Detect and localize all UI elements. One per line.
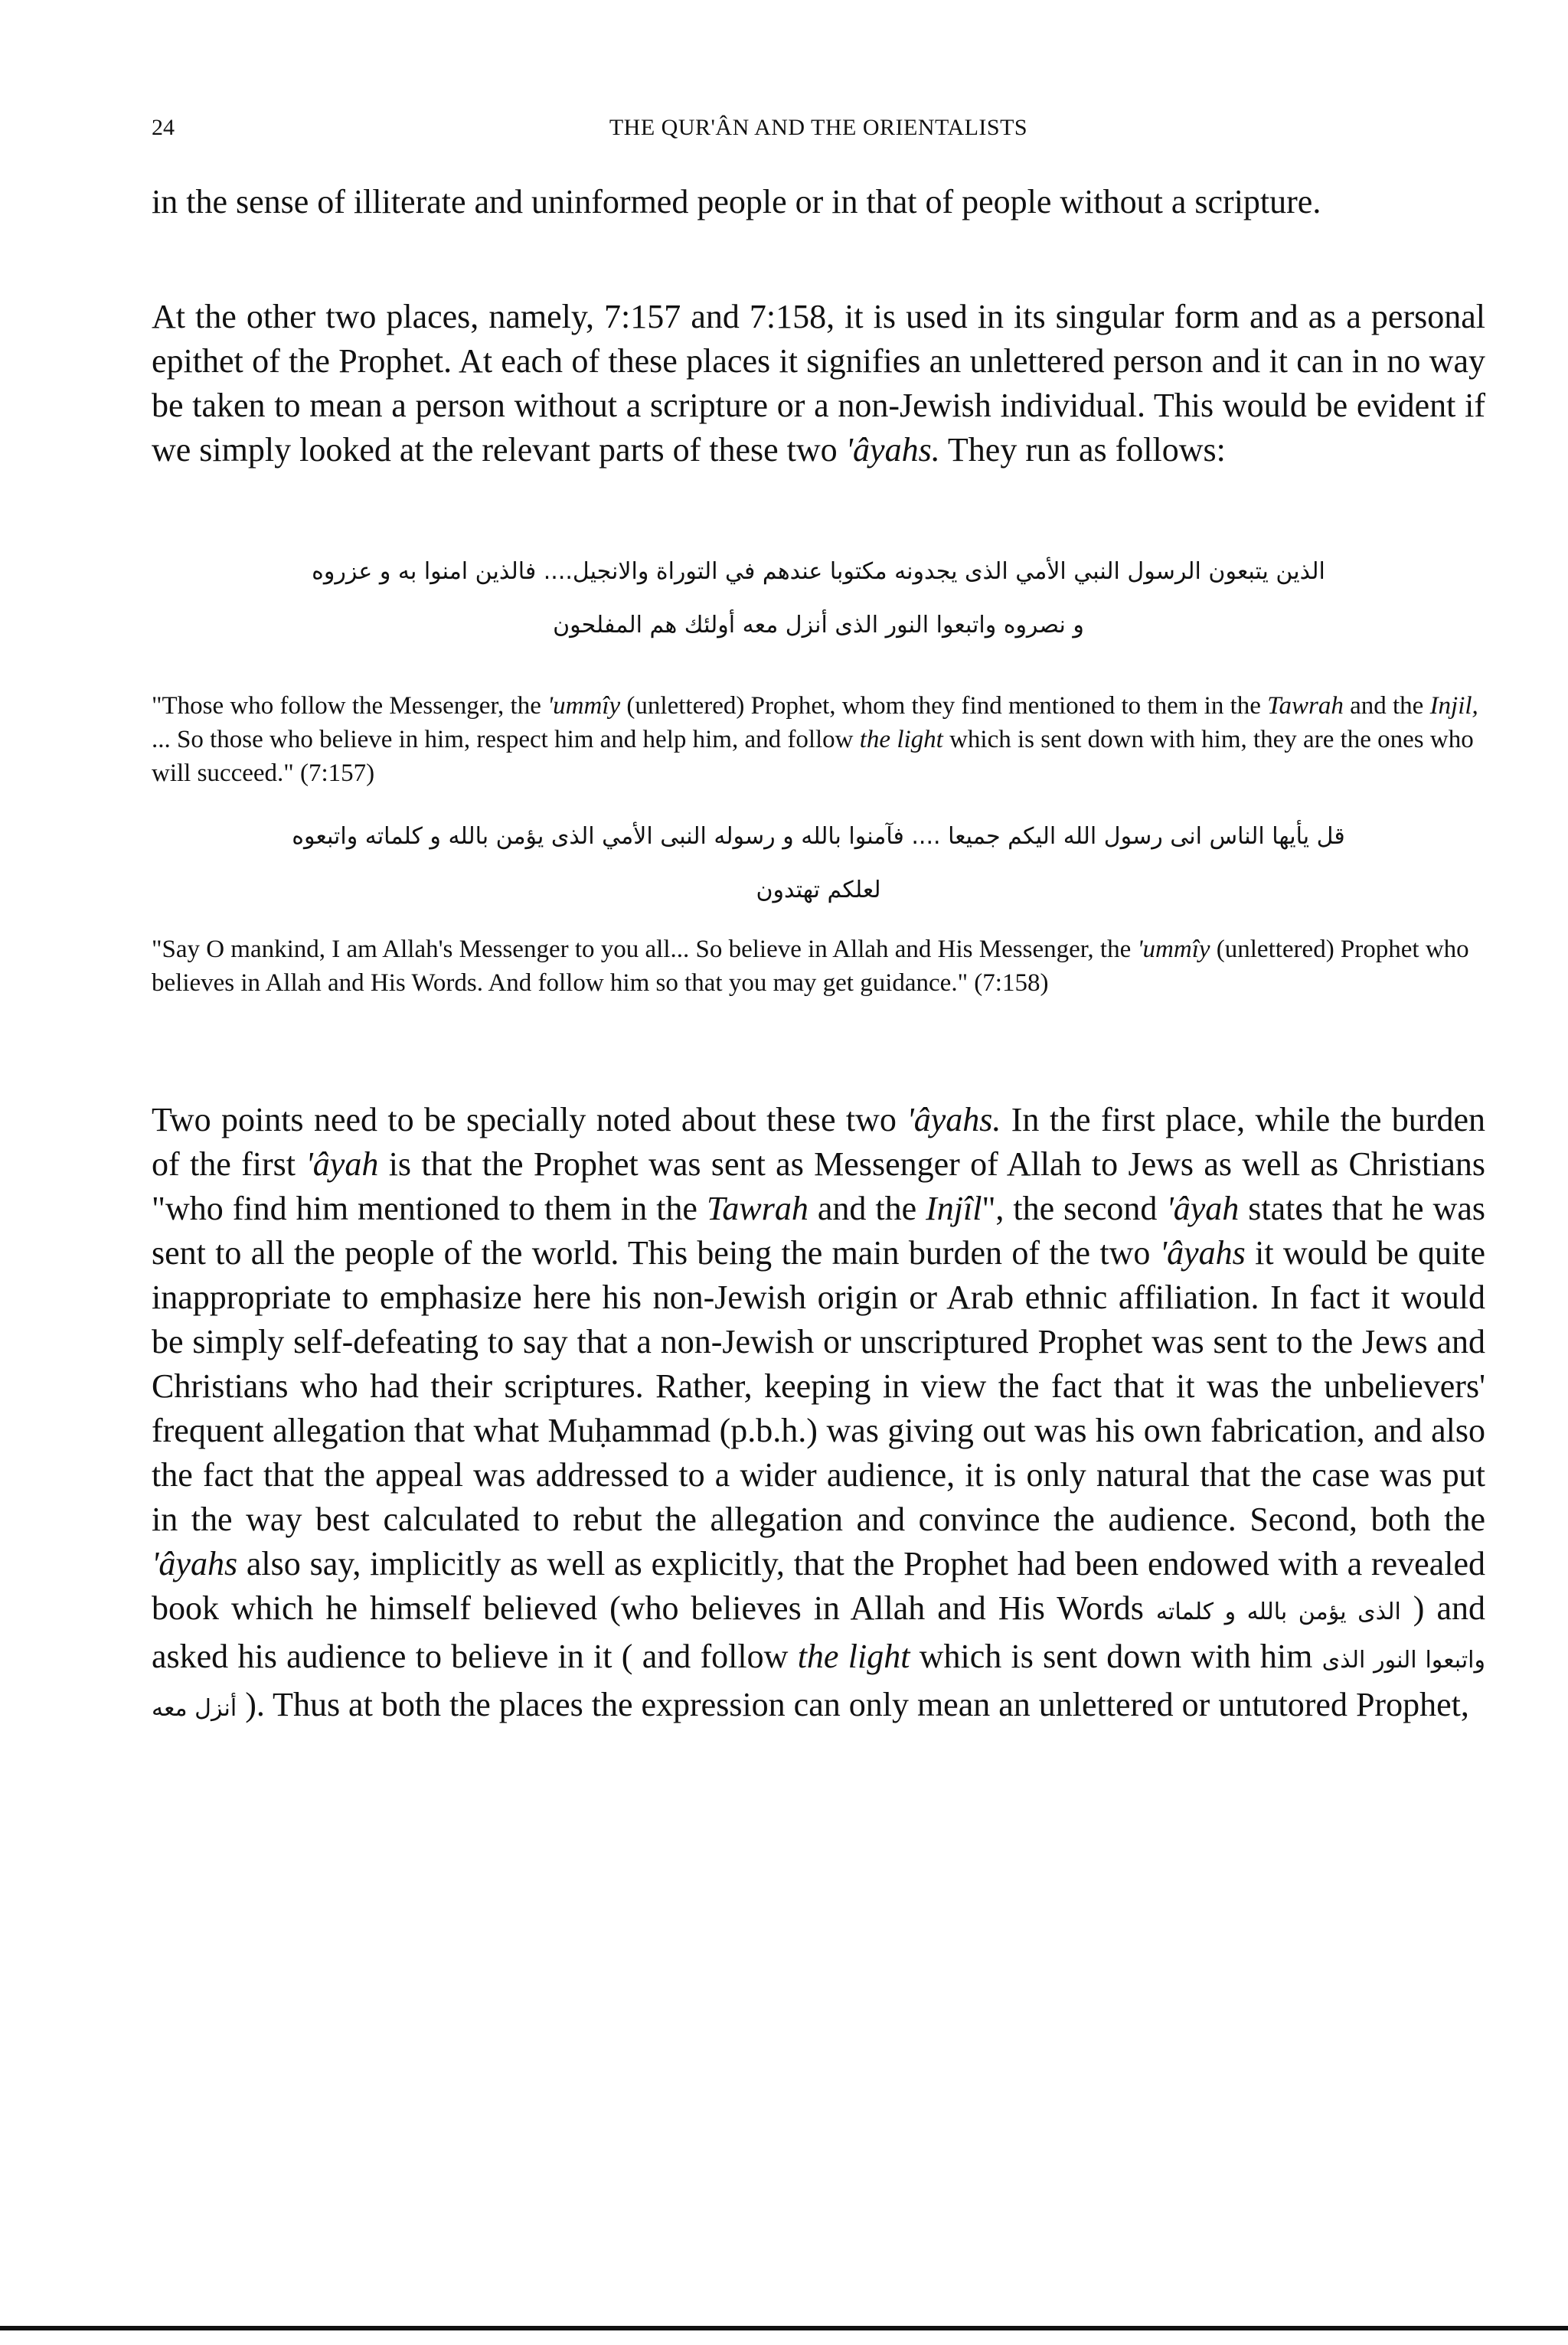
italic-term: 'âyahs. xyxy=(845,431,940,469)
italic-term: 'âyahs. xyxy=(906,1101,1001,1138)
paragraph-text: and the xyxy=(808,1190,926,1227)
arabic-verse-7-158 xyxy=(152,810,1485,917)
paragraph-text: ) and asked his audience to believe in it ( and follow xyxy=(152,1589,1485,1675)
italic-term: Tawrah xyxy=(706,1190,808,1227)
quote-text: and the xyxy=(1343,692,1430,720)
italic-term: the light xyxy=(797,1638,910,1675)
page-number: 24 xyxy=(152,115,175,140)
arabic-line: و نصروه واتبعوا النور الذى أنزل معه أولئك هم المفلحون xyxy=(553,612,1084,639)
italic-term: Injîl xyxy=(926,1190,982,1227)
paragraph-text: states that he was sent to all the people of the world. This being the main burden of the two xyxy=(152,1190,1485,1272)
arabic-line: الذين يتبعون الرسول النبي الأمي الذى يجدونه مكتوبا عندهم في التوراة والانجيل.... فالذين امنوا به و عزروه xyxy=(312,558,1325,585)
running-head: THE QUR'ÂN AND THE ORIENTALISTS xyxy=(609,115,1028,140)
paragraph-text: which is sent down with him xyxy=(910,1638,1322,1675)
quote-text: "Those who follow the Messenger, the xyxy=(152,692,548,720)
italic-term: Tawrah xyxy=(1267,692,1344,720)
italic-term: 'âyahs xyxy=(152,1545,238,1582)
paragraph-text: ", the second xyxy=(982,1190,1167,1227)
paragraph-text: Two points need to be specially noted about these two xyxy=(152,1101,907,1138)
italic-term: 'ummîy xyxy=(1137,936,1210,963)
paragraph-two-ayahs xyxy=(152,295,1485,472)
page-header xyxy=(152,115,1485,153)
quote-text: (unlettered) Prophet, whom they find mentioned to them in the xyxy=(620,692,1268,720)
paragraph-text: ). Thus at both the places the expression can only mean an unlettered or untutored Prophet, xyxy=(237,1686,1469,1723)
quote-text: "Say O mankind, I am Allah's Messenger to you all... So believe in Allah and His Messenger, the xyxy=(152,936,1138,963)
arabic-verse-7-157 xyxy=(152,545,1485,652)
arabic-line: قل يأيها الناس انى رسول الله اليكم جميعا .... فآمنوا بالله و رسوله النبى الأمي الذى يؤمن بالله و كلماته واتبعوه xyxy=(292,823,1345,850)
bottom-rule xyxy=(0,2326,1568,2330)
paragraph-two-points xyxy=(152,1098,1485,1731)
italic-term: Injil, xyxy=(1429,692,1478,720)
paragraph-continuation: in the sense of illiterate and uninformed people or in that of people without a scripture. xyxy=(152,183,1321,220)
paragraph-text: it would be quite inappropriate to emphasize here his non-Jewish origin or Arab ethnic affiliation. In fact it would be simply self-defeating to say that a non-Jewish or unscriptured Prophet was sent to the Jews and Christians who had their scriptures. Rather, keeping in view the fact that it was the unbelievers' frequent allegation that what Muḥammad (p.b.h.) was giving out was his own fabrication, and also the fact that the appeal was addressed to a wider audience, it is only natural that the case was put in the way best calculated to rebut the allegation and convince the audience. Second, both the xyxy=(152,1234,1485,1538)
quote-text: (unlettered) Prophet who believes in Allah and His Words. And follow him so that you may get guidance." (7:158) xyxy=(152,936,1469,997)
italic-term: the light xyxy=(859,726,943,753)
translation-7-157 xyxy=(152,689,1485,790)
inline-arabic: واتبعوا النور الذى أنزل معه xyxy=(152,1647,1485,1722)
arabic-line: لعلكم تهتدون xyxy=(756,877,881,903)
italic-term: 'âyah xyxy=(305,1145,379,1183)
italic-term: 'âyahs xyxy=(1159,1234,1246,1272)
italic-term: 'ummîy xyxy=(547,692,621,720)
inline-arabic: الذى يؤمن بالله و كلماته xyxy=(1155,1599,1401,1625)
paragraph-text: At the other two places, namely, 7:157 and 7:158, it is used in its singular form and as a personal epithet of the Prophet. At each of these places it signifies an unlettered person and it can in no way be taken to mean a person without a scripture or a non-Jewish individual. This would be evident if we simply looked at the relevant parts of these two xyxy=(152,298,1485,469)
quote-text: ... So those who believe in him, respect him and help him, and follow xyxy=(152,726,860,753)
translation-7-158 xyxy=(152,932,1485,1000)
paragraph-text: In the first place, while the burden of the first xyxy=(152,1101,1485,1183)
paragraph-text: is that the Prophet was sent as Messenger of Allah to Jews as well as Christians "who find him mentioned to them in the xyxy=(152,1145,1485,1227)
paragraph-text: They run as follows: xyxy=(939,431,1226,469)
italic-term: 'âyah xyxy=(1166,1190,1240,1227)
quote-text: which is sent down with him, they are the ones who will succeed." (7:157) xyxy=(152,726,1474,787)
paragraph-text: also say, implicitly as well as explicitly, that the Prophet had been endowed with a revealed book which he himself believed (who believes in Allah and His Words xyxy=(152,1545,1485,1627)
